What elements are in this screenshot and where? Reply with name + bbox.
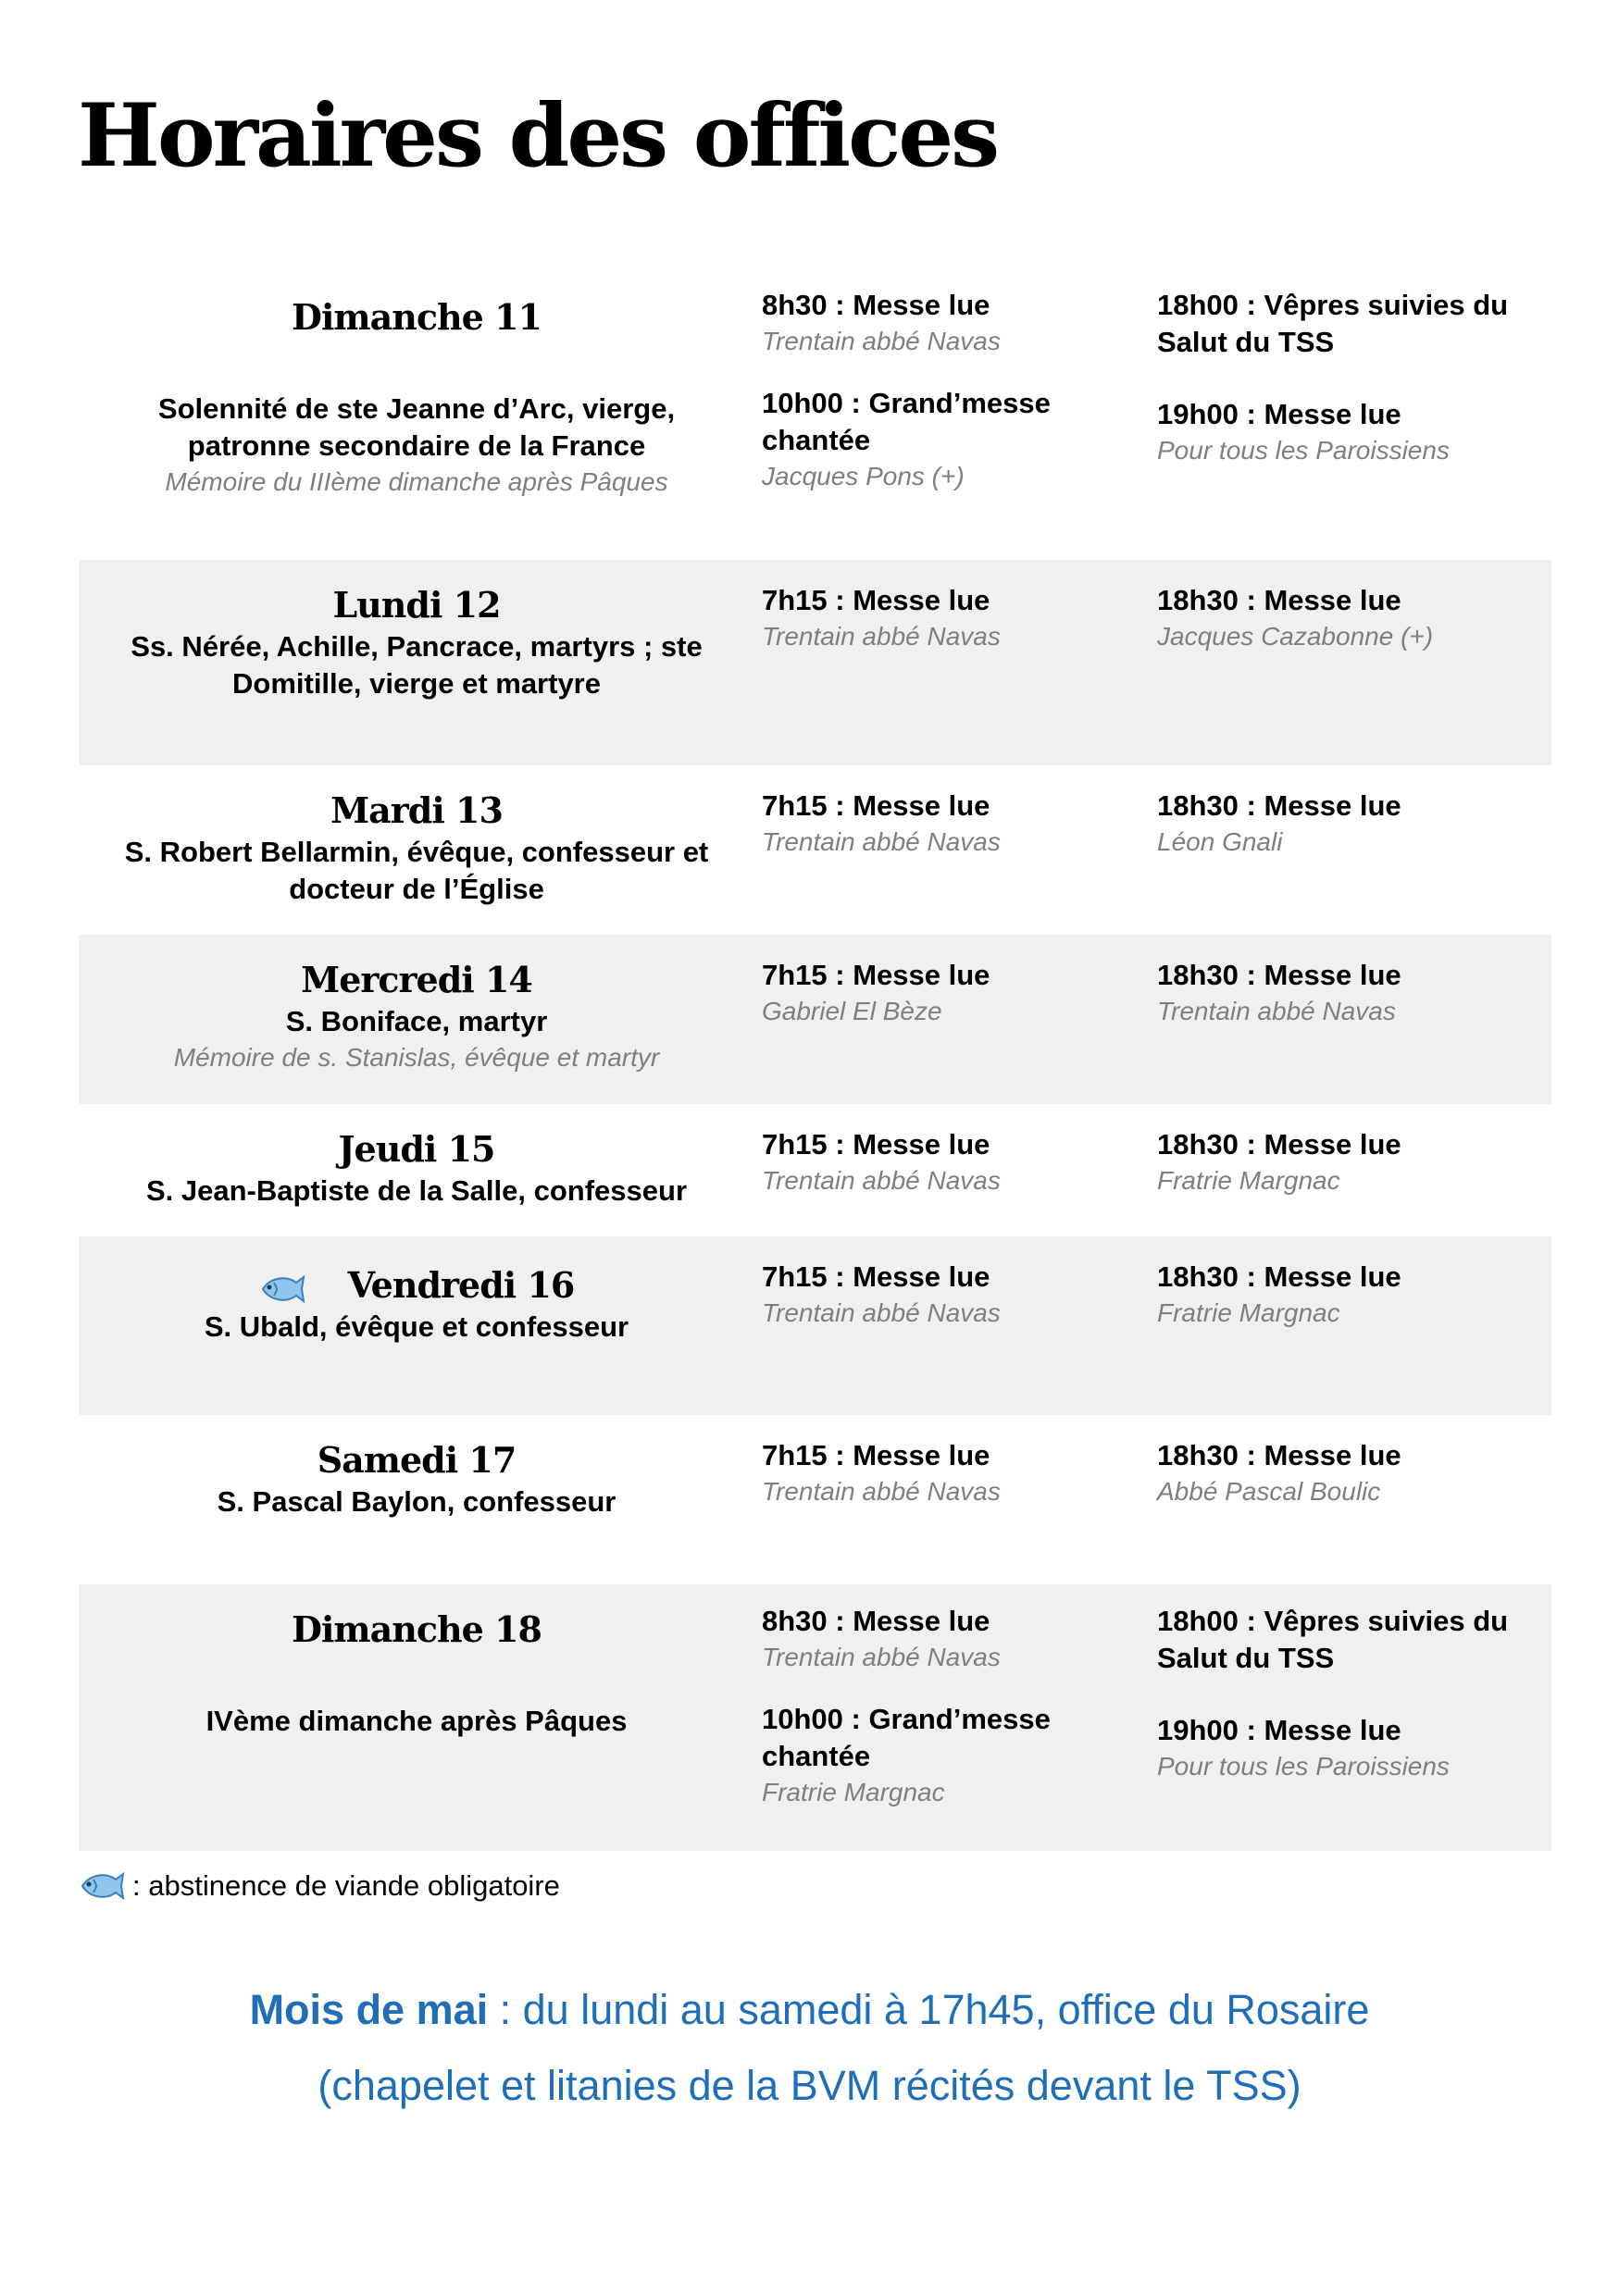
office-time: 7h15 : Messe lue [762, 789, 990, 822]
office [762, 1603, 1140, 1675]
day-cell [79, 1415, 754, 1584]
office-intention: Abbé Pascal Boulic [1157, 1477, 1381, 1506]
office-time: 7h15 : Messe lue [762, 1260, 990, 1293]
day-name: Dimanche 18 [292, 1608, 542, 1650]
office [1157, 582, 1542, 654]
day-name-text: Vendredi 16 [347, 1264, 575, 1306]
office-intention: Fratrie Margnac [762, 1778, 945, 1806]
office-time: 19h00 : Messe lue [1157, 398, 1401, 430]
office [1157, 1259, 1542, 1331]
office-time: 7h15 : Messe lue [762, 584, 990, 616]
evening-offices [1157, 1584, 1551, 1851]
note-line-2: (chapelet et litanies de la BVM récités devant le TSS) [318, 2062, 1301, 2109]
feast-memo: Mémoire de s. Stanislas, évêque et martyr [173, 1043, 660, 1072]
office-time: 19h00 : Messe lue [1157, 1714, 1401, 1746]
rosary-note-line-1 [0, 1972, 1619, 2048]
office-time: 10h00 : Grand’messe chantée [762, 1703, 1051, 1772]
office-time: 18h30 : Messe lue [1157, 1260, 1401, 1293]
evening-offices [1157, 268, 1551, 560]
morning-offices [762, 1584, 1150, 1851]
office [762, 1126, 1140, 1198]
page-title: Horaires des offices [78, 85, 998, 187]
fish-icon [259, 1273, 305, 1305]
office-intention: Fratrie Margnac [1157, 1166, 1340, 1195]
day-name: Mercredi 14 [301, 959, 532, 1000]
evening-offices [1157, 935, 1551, 1104]
office-time: 18h30 : Messe lue [1157, 584, 1401, 616]
feast-name: Solennité de ste Jeanne d’Arc, vierge, patronne secondaire de la France [157, 392, 676, 462]
day-cell [79, 1236, 754, 1415]
office-time: 8h30 : Messe lue [762, 1605, 990, 1637]
office-intention: Trentain abbé Navas [1157, 997, 1396, 1025]
office-intention: Jacques Pons (+) [762, 462, 965, 490]
evening-offices [1157, 1415, 1551, 1584]
office-time: 7h15 : Messe lue [762, 1439, 990, 1471]
office-intention: Trentain abbé Navas [762, 1298, 1001, 1327]
office-time: 18h30 : Messe lue [1157, 789, 1401, 822]
day-row-dimanche-18 [79, 1584, 1551, 1851]
morning-offices [762, 560, 1150, 765]
office-intention: Léon Gnali [1157, 827, 1283, 856]
office-time: 18h30 : Messe lue [1157, 959, 1401, 991]
day-row-mardi-13 [79, 765, 1551, 935]
office-intention: Trentain abbé Navas [762, 327, 1001, 355]
office-intention: Trentain abbé Navas [762, 622, 1001, 651]
office-time: 18h00 : Vêpres suivies du Salut du TSS [1157, 289, 1509, 358]
day-row-samedi-17 [79, 1415, 1551, 1584]
morning-offices [762, 268, 1150, 560]
feast-name: IVème dimanche après Pâques [205, 1705, 628, 1737]
office-intention: Trentain abbé Navas [762, 827, 1001, 856]
office-time: 18h00 : Vêpres suivies du Salut du TSS [1157, 1605, 1509, 1674]
feast-name: Ss. Nérée, Achille, Pancrace, martyrs ; ste Domitille, vierge et martyre [131, 630, 703, 700]
evening-offices [1157, 765, 1551, 935]
feast-name: S. Jean-Baptiste de la Salle, confesseur [145, 1174, 688, 1207]
morning-offices [762, 935, 1150, 1104]
office-intention: Trentain abbé Navas [762, 1166, 1001, 1195]
office [762, 385, 1140, 494]
day-cell [79, 765, 754, 935]
office [762, 1259, 1140, 1331]
feast-name: S. Robert Bellarmin, évêque, confesseur et docteur de l’Église [124, 836, 709, 905]
office-intention: Pour tous les Paroissiens [1157, 436, 1450, 465]
office [1157, 396, 1542, 468]
day-name [97, 1262, 736, 1309]
office-intention: Jacques Cazabonne (+) [1157, 622, 1434, 651]
office [1157, 1126, 1542, 1198]
day-row-jeudi-15 [79, 1104, 1551, 1236]
office [1157, 957, 1542, 1029]
day-name: Lundi 12 [332, 584, 501, 626]
day-cell [79, 1104, 754, 1236]
evening-offices [1157, 560, 1551, 765]
day-name: Dimanche 11 [292, 296, 542, 338]
day-row-vendredi-16 [79, 1236, 1551, 1415]
day-row-dimanche-11 [79, 268, 1551, 560]
office-intention: Trentain abbé Navas [762, 1477, 1001, 1506]
note-lead: Mois de mai [249, 1986, 489, 2033]
day-row-lundi-12 [79, 560, 1551, 765]
day-name: Mardi 13 [330, 789, 503, 831]
day-cell [79, 268, 754, 560]
office-time: 7h15 : Messe lue [762, 1128, 990, 1160]
office [762, 287, 1140, 359]
day-row-mercredi-14 [79, 935, 1551, 1104]
office-time: 8h30 : Messe lue [762, 289, 990, 321]
morning-offices [762, 1104, 1150, 1236]
feast-name: S. Pascal Baylon, confesseur [217, 1485, 616, 1518]
day-cell [79, 935, 754, 1104]
morning-offices [762, 1415, 1150, 1584]
note-line-1: : du lundi au samedi à 17h45, office du Rosaire [488, 1986, 1370, 2033]
office [762, 1437, 1140, 1509]
feast-name: S. Boniface, martyr [285, 1005, 548, 1037]
morning-offices [762, 765, 1150, 935]
office-time: 18h30 : Messe lue [1157, 1128, 1401, 1160]
office [1157, 788, 1542, 860]
day-name: Jeudi 15 [338, 1128, 495, 1170]
office-intention: Trentain abbé Navas [762, 1643, 1001, 1671]
office-time: 10h00 : Grand’messe chantée [762, 387, 1051, 456]
rosary-note-line-2 [0, 2048, 1619, 2124]
office [1157, 1603, 1542, 1677]
day-name: Samedi 17 [317, 1439, 517, 1481]
schedule-table [79, 268, 1551, 1851]
day-cell [79, 560, 754, 765]
evening-offices [1157, 1236, 1551, 1415]
evening-offices [1157, 1104, 1551, 1236]
office [762, 957, 1140, 1029]
day-cell [79, 1584, 754, 1851]
office [762, 1701, 1140, 1810]
office-time: 18h30 : Messe lue [1157, 1439, 1401, 1471]
feast-name: S. Ubald, évêque et confesseur [204, 1310, 629, 1343]
office-time: 7h15 : Messe lue [762, 959, 990, 991]
office-intention: Fratrie Margnac [1157, 1298, 1340, 1327]
legend [79, 1868, 560, 1905]
fish-icon [79, 1870, 125, 1902]
office [1157, 287, 1542, 361]
office-intention: Gabriel El Bèze [762, 997, 942, 1025]
office [762, 788, 1140, 860]
office [762, 582, 1140, 654]
morning-offices [762, 1236, 1150, 1415]
office-intention: Pour tous les Paroissiens [1157, 1752, 1450, 1781]
office [1157, 1437, 1542, 1509]
office [1157, 1712, 1542, 1784]
feast-memo: Mémoire du IIIème dimanche après Pâques [165, 467, 668, 496]
legend-text: : abstinence de viande obligatoire [132, 1869, 560, 1902]
